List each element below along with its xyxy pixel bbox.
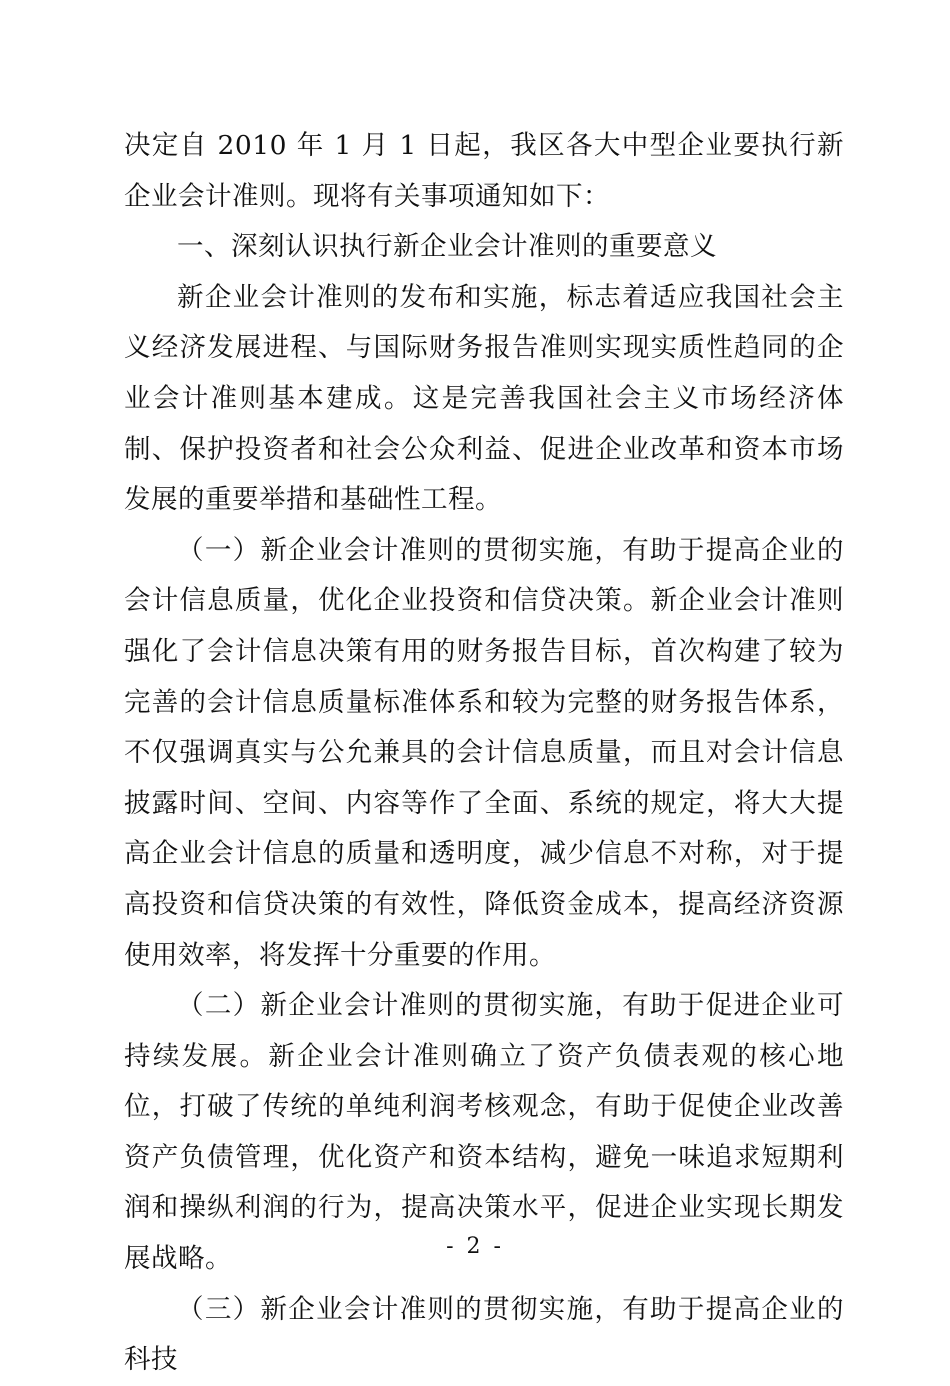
paragraph-point-2: （二）新企业会计准则的贯彻实施，有助于促进企业可持续发展。新企业会计准则确立了资产负债表观的核心地位，打破了传统的单纯利润考核观念，有助于促使企业改善资产负债管理，优化资产和资本结构，避免一味追求短期利润和操纵利润的行为，提高决策水平，促进企业实现长期发展战略。 bbox=[124, 990, 844, 1275]
document-body bbox=[124, 121, 844, 1386]
paragraph-significance: 新企业会计准则的发布和实施，标志着适应我国社会主义经济发展进程、与国际财务报告准则实现实质性趋同的企业会计准则基本建成。这是完善我国社会主义市场经济体制、保护投资者和社会公众利益、促进企业改革和资本市场发展的重要举措和基础性工程。 bbox=[124, 281, 844, 516]
paragraph-point-3: （三）新企业会计准则的贯彻实施，有助于提高企业的科技 bbox=[124, 1293, 844, 1376]
paragraph-notice-intro: 决定自 2010 年 1 月 1 日起，我区各大中型企业要执行新企业会计准则。现将有关事项通知如下： bbox=[124, 130, 844, 212]
paragraph-point-1: （一）新企业会计准则的贯彻实施，有助于提高企业的会计信息质量，优化企业投资和信贷决策。新企业会计准则强化了会计信息决策有用的财务报告目标，首次构建了较为完善的会计信息质量标准体系和较为完整的财务报告体系，不仅强调真实与公允兼具的会计信息质量，而且对会计信息披露时间、空间、内容等作了全面、系统的规定，将大大提高企业会计信息的质量和透明度，减少信息不对称，对于提高投资和信贷决策的有效性，降低资金成本，提高经济资源使用效率，将发挥十分重要的作用。 bbox=[124, 534, 844, 971]
section-heading-1: 一、深刻认识执行新企业会计准则的重要意义 bbox=[177, 231, 717, 263]
page-number: - 2 - bbox=[446, 1234, 504, 1259]
